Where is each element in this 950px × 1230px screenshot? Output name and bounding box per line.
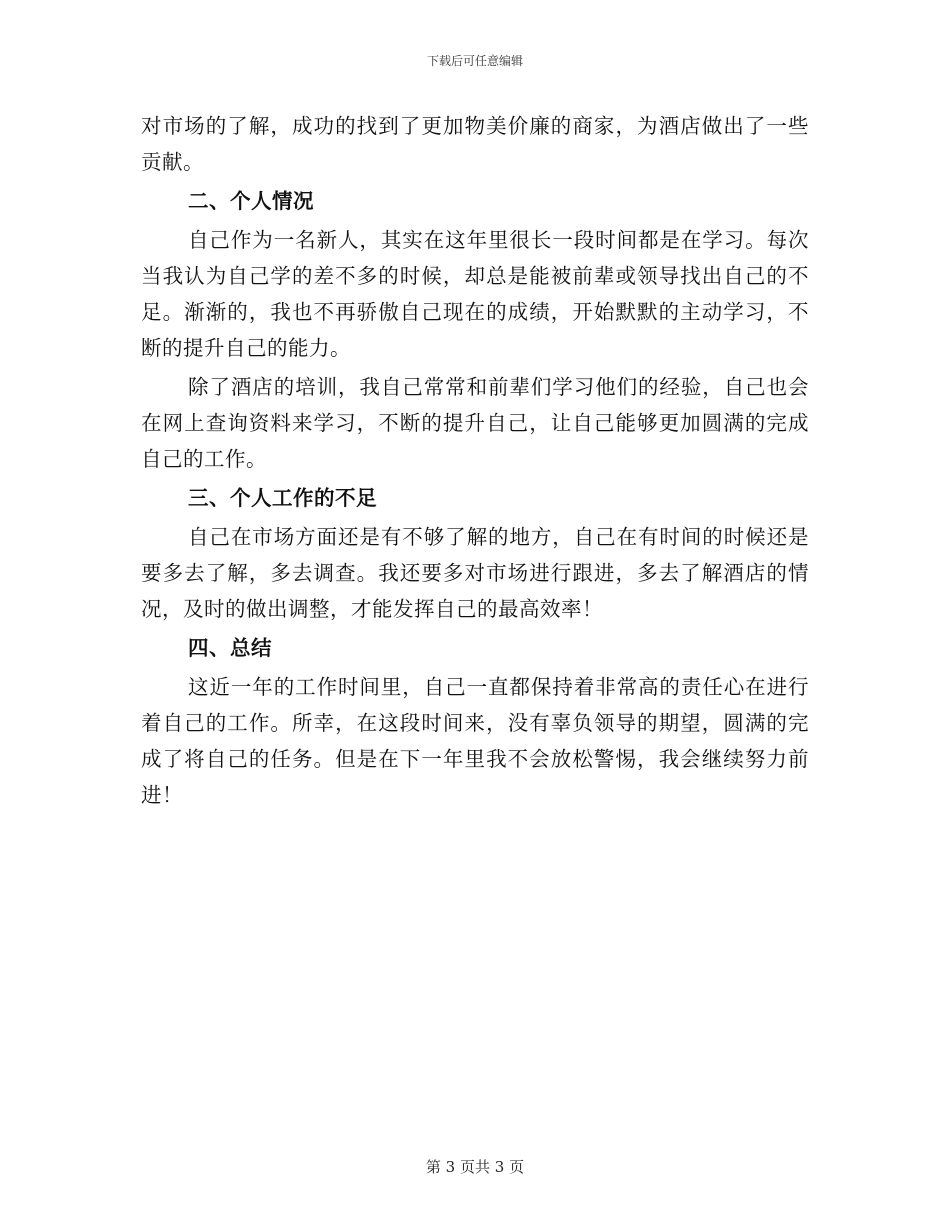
section-heading-shortcomings: 三、个人工作的不足 bbox=[188, 486, 377, 510]
paragraph-summary: 这近一年的工作时间里，自己一直都保持着非常高的责任心在进行着自己的工作。所幸，在这段时间来，没有辜负领导的期望，圆满的完成了将自己的任务。但是在下一年里我不会放松警惕，我会继续努力前进！ bbox=[141, 675, 809, 807]
paragraph-personal-learning: 自己作为一名新人，其实在这年里很长一段时间都是在学习。每次当我认为自己学的差不多的时候，却总是能被前辈或领导找出自己的不足。渐渐的，我也不再骄傲自己现在的成绩，开始默默的主动学习，不断的提升自己的能力。 bbox=[141, 228, 809, 360]
document-body bbox=[141, 108, 809, 816]
paragraph-shortcomings: 自己在市场方面还是有不够了解的地方，自己在有时间的时候还是要多去了解，多去调查。我还要多对市场进行跟进，多去了解酒店的情况，及时的做出调整，才能发挥自己的最高效率！ bbox=[141, 525, 809, 621]
paragraph-continued: 对市场的了解，成功的找到了更加物美价廉的商家，为酒店做出了一些贡献。 bbox=[141, 114, 809, 174]
page-header: 下载后可任意编辑 bbox=[426, 54, 523, 68]
section-heading-personal-situation: 二、个人情况 bbox=[188, 189, 314, 213]
section-heading-summary: 四、总结 bbox=[188, 636, 272, 660]
page-number: 第 3 页共 3 页 bbox=[425, 1158, 525, 1176]
paragraph-training: 除了酒店的培训，我自己常常和前辈们学习他们的经验，自己也会在网上查询资料来学习，不断的提升自己，让自己能够更加圆满的完成自己的工作。 bbox=[141, 375, 809, 471]
